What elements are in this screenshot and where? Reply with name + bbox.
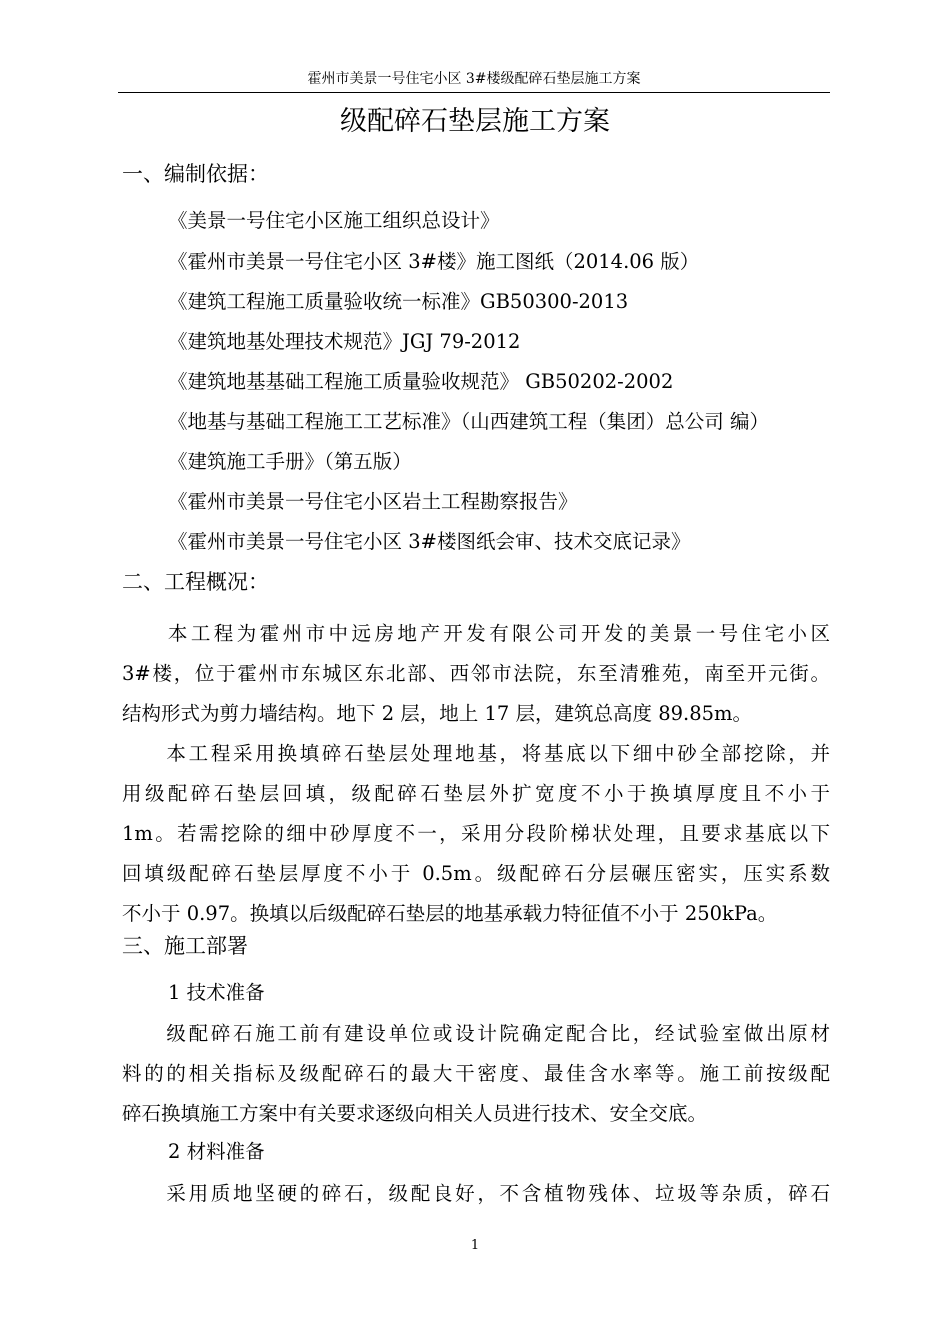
text-line: 本工程为霍州市中远房地产开发有限公司开发的美景一号住宅小区 — [122, 622, 830, 645]
text-line: 本工程采用换填碎石垫层处理地基，将基底以下细中砂全部挖除，并 — [122, 742, 830, 765]
reference-item: 《霍州市美景一号住宅小区岩土工程勘察报告》 — [168, 490, 578, 513]
document-title: 级配碎石垫层施工方案 — [340, 106, 610, 137]
reference-item: 《地基与基础工程施工工艺标准》（山西建筑工程（集团）总公司 编） — [168, 410, 769, 433]
reference-item: 《霍州市美景一号住宅小区 3#楼》施工图纸（2014.06 版） — [168, 250, 700, 273]
tech-prep-paragraph — [122, 1014, 830, 1134]
page-number: 1 — [470, 1238, 480, 1253]
text-line: 用级配碎石垫层回填，级配碎石垫层外扩宽度不小于换填厚度且不小于 — [122, 782, 830, 805]
subsection-heading-material-prep: 2 材料准备 — [168, 1140, 265, 1163]
section-heading-basis: 一、编制依据： — [122, 162, 269, 186]
text-line: 不小于 0.97。换填以后级配碎石垫层的地基承载力特征值不小于 250kPa。 — [122, 902, 778, 925]
reference-item: 《美景一号住宅小区施工组织总设计》 — [168, 209, 500, 232]
text-line: 3#楼，位于霍州市东城区东北部、西邻市法院，东至清雅苑，南至开元街。 — [122, 662, 830, 685]
text-line: 采用质地坚硬的碎石，级配良好，不含植物残体、垃圾等杂质，碎石 — [122, 1182, 830, 1205]
running-header: 霍州市美景一号住宅小区 3#楼级配碎石垫层施工方案 — [307, 71, 641, 87]
text-line: 级配碎石施工前有建设单位或设计院确定配合比，经试验室做出原材 — [122, 1022, 830, 1045]
reference-item: 《建筑工程施工质量验收统一标准》GB50300-2013 — [168, 290, 629, 313]
reference-item: 《建筑地基基础工程施工质量验收规范》 GB50202-2002 — [168, 370, 674, 393]
section-heading-deployment: 三、施工部署 — [122, 934, 248, 958]
section-heading-overview: 二、工程概况： — [122, 570, 269, 594]
text-line: 碎石换填施工方案中有关要求逐级向相关人员进行技术、安全交底。 — [122, 1102, 708, 1125]
text-line: 回填级配碎石垫层厚度不小于 0.5m。级配碎石分层碾压密实，压实系数 — [122, 862, 830, 885]
reference-item: 《建筑施工手册》（第五版） — [168, 450, 412, 473]
reference-item: 《建筑地基处理技术规范》JGJ 79-2012 — [168, 330, 521, 353]
overview-paragraph-1 — [122, 614, 830, 734]
text-line: 结构形式为剪力墙结构。地下 2 层，地上 17 层，建筑总高度 89.85m。 — [122, 702, 753, 725]
text-line: 料的的相关指标及级配碎石的最大干密度、最佳含水率等。施工前按级配 — [122, 1062, 830, 1085]
header-rule — [118, 92, 830, 93]
subsection-heading-tech-prep: 1 技术准备 — [168, 981, 265, 1004]
text-line: 1m。若需挖除的细中砂厚度不一，采用分段阶梯状处理，且要求基底以下 — [122, 822, 830, 845]
reference-item: 《霍州市美景一号住宅小区 3#楼图纸会审、技术交底记录》 — [168, 530, 691, 553]
overview-paragraph-2 — [122, 734, 830, 934]
material-prep-paragraph — [122, 1174, 830, 1214]
